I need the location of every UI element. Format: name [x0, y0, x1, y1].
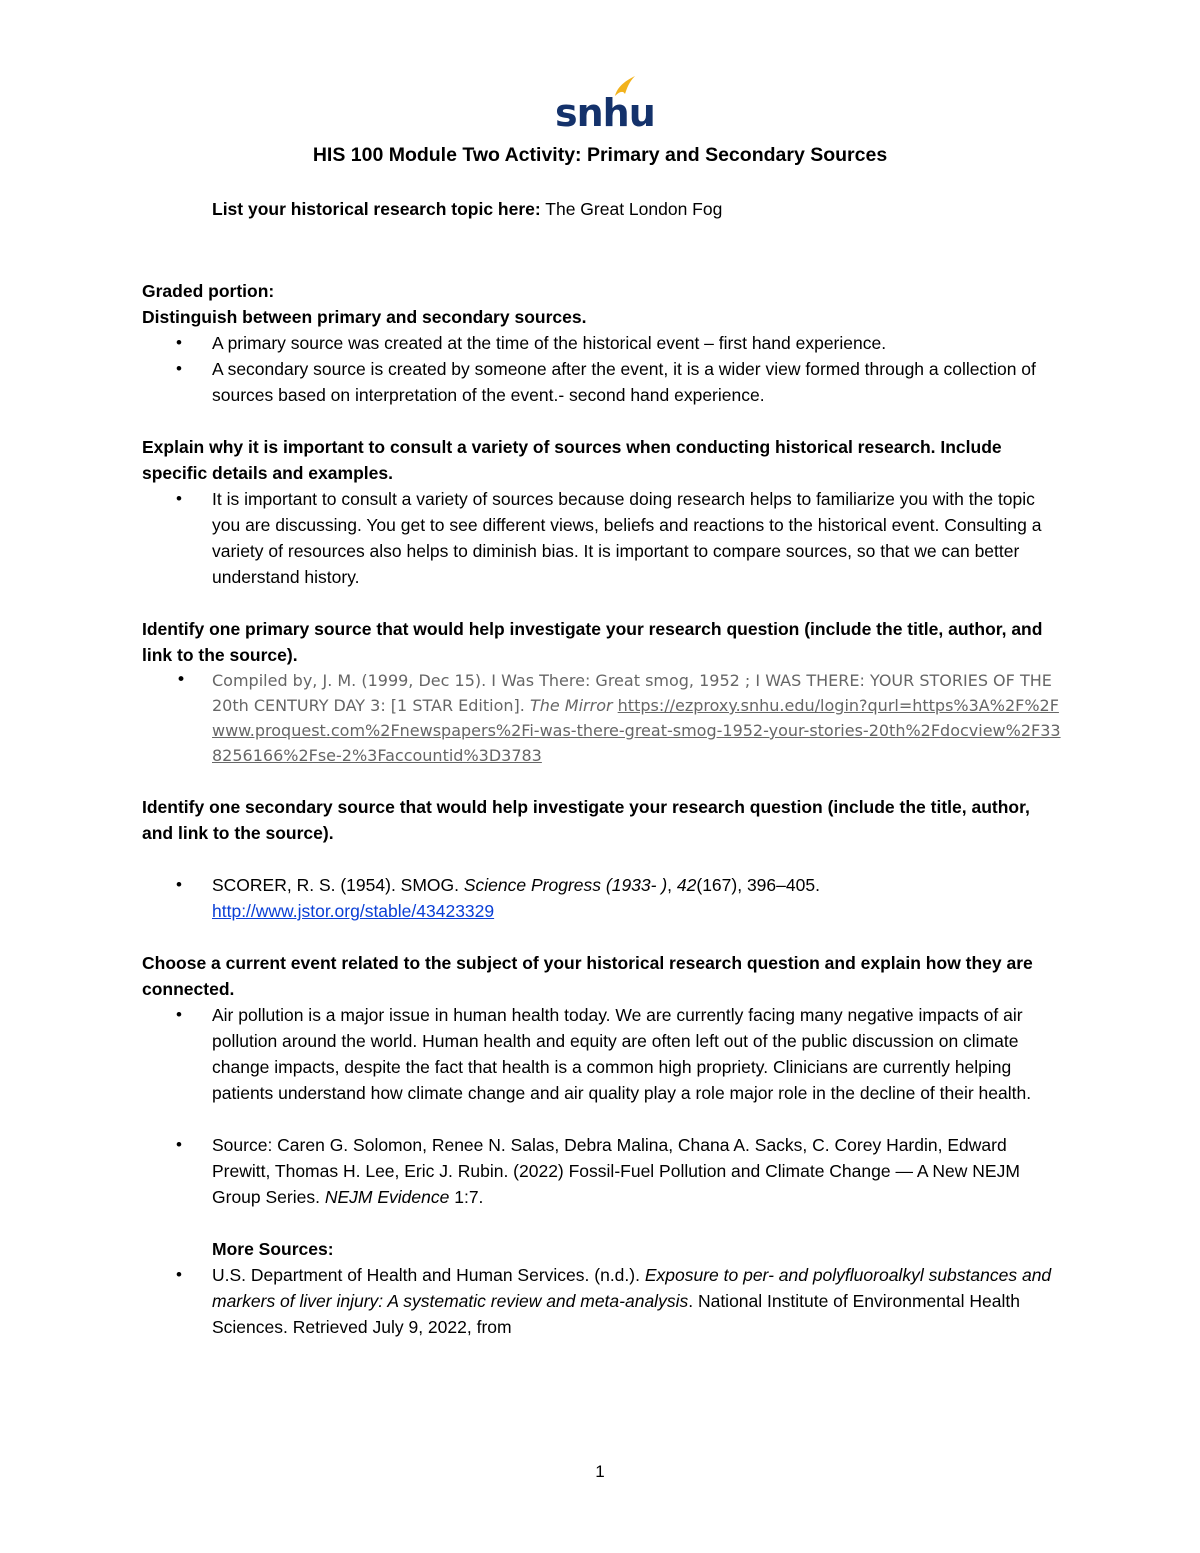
more-source-title: Exposure to per- and polyfluoroalkyl substances and markers of liver injury: A systematic review and meta-analysis: [212, 1265, 1052, 1311]
q4-citation-journal: Science Progress (1933- ): [463, 875, 668, 895]
q5-answer: Air pollution is a major issue in human health today. We are currently facing many negative impacts of air pollution around the world. Human health and equity are often left out of the public discussion on climate change impacts, despite the fact that health is a common high propriety. Clinicians are currently helping patients understand how climate change and air quality play a role major role in the decline of their health.: [212, 1005, 1032, 1103]
q1-answer-secondary: A secondary source is created by someone after the event, it is a wider view formed through a collection of sources based on interpretation of the event.- second hand experience.: [212, 359, 1036, 405]
q3-citation-link[interactable]: https://ezproxy.snhu.edu/login?qurl=https%3A%2F%2Fwww.proquest.com%2Fnewspapers%2Fi-was-there-great-smog-1952-your-stories-20th%2Fdocview%2F338256166%2Fse-2%3Faccountid%3D3783: [212, 696, 1061, 765]
topic-line: [212, 199, 722, 220]
list-item: [142, 486, 1062, 590]
q2-answer: It is important to consult a variety of sources because doing research helps to familiarize you with the topic you are discussing. You get to see different views, beliefs and reactions to the historical event. Consulting a variety of resources also helps to diminish bias. It is important to compare sources, so that we can better understand history.: [212, 489, 1042, 587]
bullet-icon: •: [176, 670, 187, 690]
q1-prompt: Distinguish between primary and secondary sources.: [142, 307, 587, 327]
bullet-icon: •: [176, 1265, 182, 1284]
bullet-icon: •: [176, 875, 182, 894]
q5-source-journal: NEJM Evidence: [324, 1187, 450, 1207]
topic-label: List your historical research topic here:: [212, 199, 541, 219]
q5-answer-list: [142, 1002, 1062, 1106]
document-title: HIS 100 Module Two Activity: Primary and Secondary Sources: [312, 144, 888, 166]
q5-source-text: Source: Caren G. Solomon, Renee N. Salas, Debra Malina, Chana A. Sacks, C. Corey Hardin, Edward Prewitt, Thomas H. Lee, Eric J. Rubin. (2022) Fossil-Fuel Pollution and Climate Change — A New NEJM Group Series.: [212, 1135, 1020, 1207]
bullet-icon: •: [176, 1005, 182, 1024]
q5-source-volume: 1:7.: [454, 1187, 484, 1207]
q4-answer-list: [142, 872, 1062, 924]
q5-source-list: [142, 1132, 1062, 1210]
q4-citation-author: SCORER, R. S. (1954). SMOG.: [212, 875, 459, 895]
snhu-logo: [555, 74, 655, 135]
q3-prompt: Identify one primary source that would help investigate your research question (include the title, author, and link to the source).: [142, 619, 1043, 665]
more-sources-heading: More Sources:: [212, 1239, 334, 1259]
more-source-rest: . National Institute of Environmental Health Sciences. Retrieved July 9, 2022, from: [212, 1291, 1020, 1337]
more-sources-list: [142, 1262, 1062, 1340]
q2-answer-list: [142, 486, 1062, 590]
topic-value: The Great London Fog: [545, 199, 723, 219]
q1-answer-list: [142, 330, 1062, 408]
list-item: [142, 330, 1062, 356]
q5-prompt: Choose a current event related to the subject of your historical research question and explain how they are connected.: [142, 953, 1033, 999]
q4-citation-rest: (167), 396–405.: [696, 875, 820, 895]
q4-citation-link[interactable]: http://www.jstor.org/stable/43423329: [212, 901, 495, 921]
graded-content: [142, 278, 1062, 1340]
bullet-icon: •: [176, 489, 182, 508]
q4-citation-volume: 42: [676, 875, 697, 895]
q3-citation-text: Compiled by, J. M. (1999, Dec 15). I Was There: Great smog, 1952 ; I WAS THERE: YOUR STORIES OF THE 20th CENTURY DAY 3: [1 STAR Edition].: [212, 671, 1052, 715]
bullet-icon: •: [176, 1135, 182, 1154]
graded-heading: Graded portion:: [142, 281, 275, 301]
list-item: [142, 1002, 1062, 1106]
more-source-author: U.S. Department of Health and Human Services. (n.d.).: [212, 1265, 640, 1285]
q2-prompt: Explain why it is important to consult a variety of sources when conducting historical research. Include specific details and examples.: [142, 437, 1002, 483]
list-item: • SCORER, R. S. (1954). SMOG. Science Progress (1933- ), 42(167), 396–405. http://www.jstor.org/stable/43423329: [142, 872, 1062, 924]
bullet-icon: •: [176, 333, 182, 352]
q3-answer-list: [142, 668, 1062, 768]
q3-citation-journal: The Mirror: [529, 696, 613, 715]
list-item: [142, 1262, 1062, 1340]
list-item: [142, 356, 1062, 408]
list-item: [142, 1132, 1062, 1210]
list-item: [142, 668, 1062, 768]
bullet-icon: •: [176, 359, 182, 378]
q4-prompt: Identify one secondary source that would help investigate your research question (include the title, author, and link to the source).: [142, 797, 1030, 843]
page-number: 1: [595, 1462, 605, 1481]
q1-answer-primary: A primary source was created at the time of the historical event – first hand experience.: [212, 333, 887, 353]
logo-wordmark: snhu: [555, 91, 655, 135]
